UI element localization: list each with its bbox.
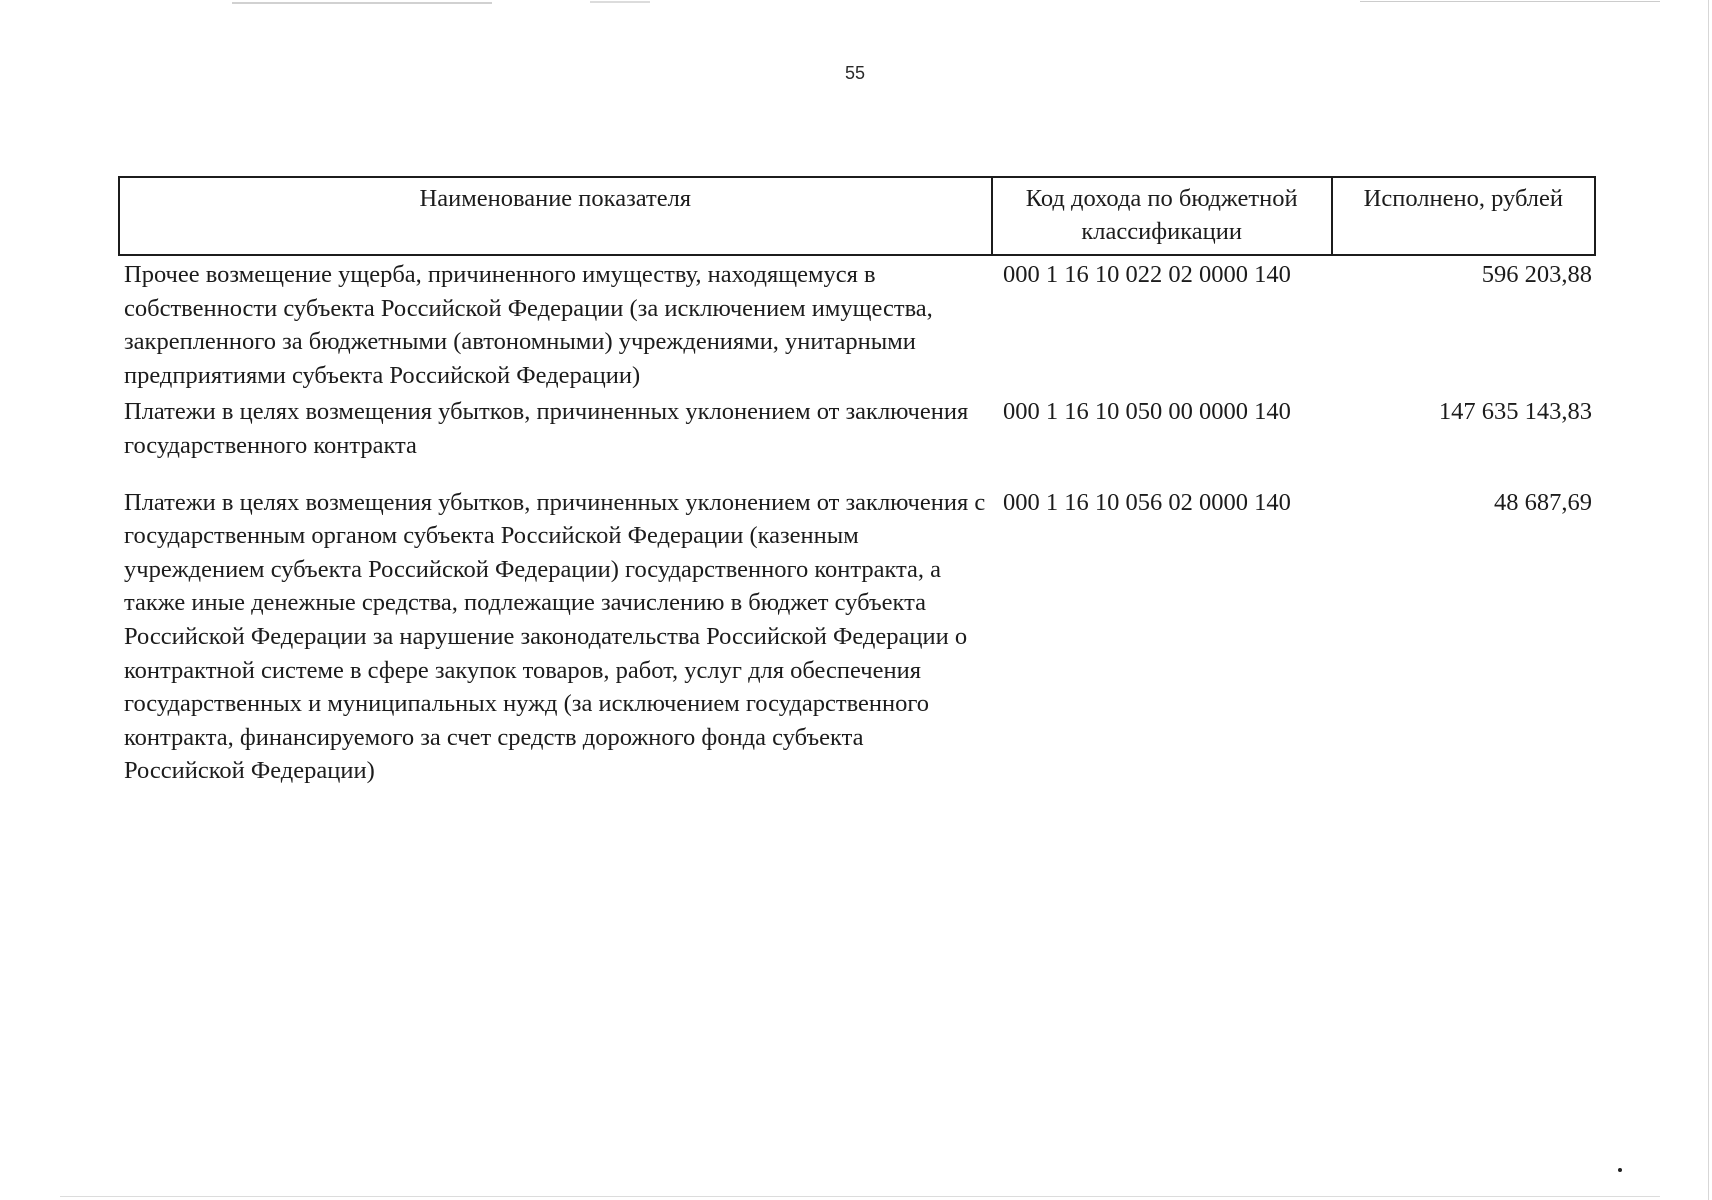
revenue-table: [118, 176, 1596, 788]
header-executed-amount: Исполнено, рублей: [1331, 178, 1594, 254]
scan-artifact-top-middle: [590, 1, 650, 3]
executed-amount: 48 687,69: [1494, 488, 1592, 516]
table-row: [118, 486, 1596, 788]
indicator-name: Платежи в целях возмещения убытков, причиненных уклонением от заключения государственного контракта: [124, 398, 969, 459]
income-code: 000 1 16 10 022 02 0000 140: [1003, 261, 1291, 288]
executed-amount: 596 203,88: [1481, 261, 1592, 288]
table-row: [118, 395, 1596, 462]
header-income-code: Код дохода по бюджетной классификации: [991, 178, 1331, 254]
header-indicator-name: Наименование показателя: [419, 185, 692, 212]
executed-amount: 147 635 143,83: [1438, 398, 1592, 426]
scan-artifact-right-edge: [1708, 0, 1709, 1200]
table-header: [118, 176, 1596, 256]
indicator-name: Платежи в целях возмещения убытков, причиненных уклонением от заключения с государственным органом субъекта Российской Федерации (казенным учреждением субъекта Российской Федерации) государственного контракта, а также иные денежные средства, подлежащие зачислению в бюджет субъекта Российской Федерации за нарушение законодательства Российской Федерации о контрактной системе в сфере закупок товаров, работ, услуг для обеспечения государственных и муниципальных нужд (за исключением государственного контракта, финансируемого за счет средств дорожного фонда субъекта Российской Федерации): [124, 488, 986, 785]
scan-artifact-bottom: [60, 1196, 1660, 1197]
table-row: [118, 258, 1596, 392]
indicator-name: Прочее возмещение ущерба, причиненного имуществу, находящемуся в собственности субъекта Российской Федерации (за исключением имущества, закрепленного за бюджетными (автономными) учреждениями, унитарными предприятиями субъекта Российской Федерации): [124, 261, 933, 389]
page-number: 55: [845, 63, 866, 83]
income-code: 000 1 16 10 056 02 0000 140: [1003, 488, 1291, 516]
income-code: 000 1 16 10 050 00 0000 140: [1003, 398, 1291, 426]
scan-artifact-top-right: [1360, 1, 1660, 2]
scan-artifact-top-left: [232, 2, 492, 4]
scan-artifact-dot: [1618, 1168, 1622, 1172]
